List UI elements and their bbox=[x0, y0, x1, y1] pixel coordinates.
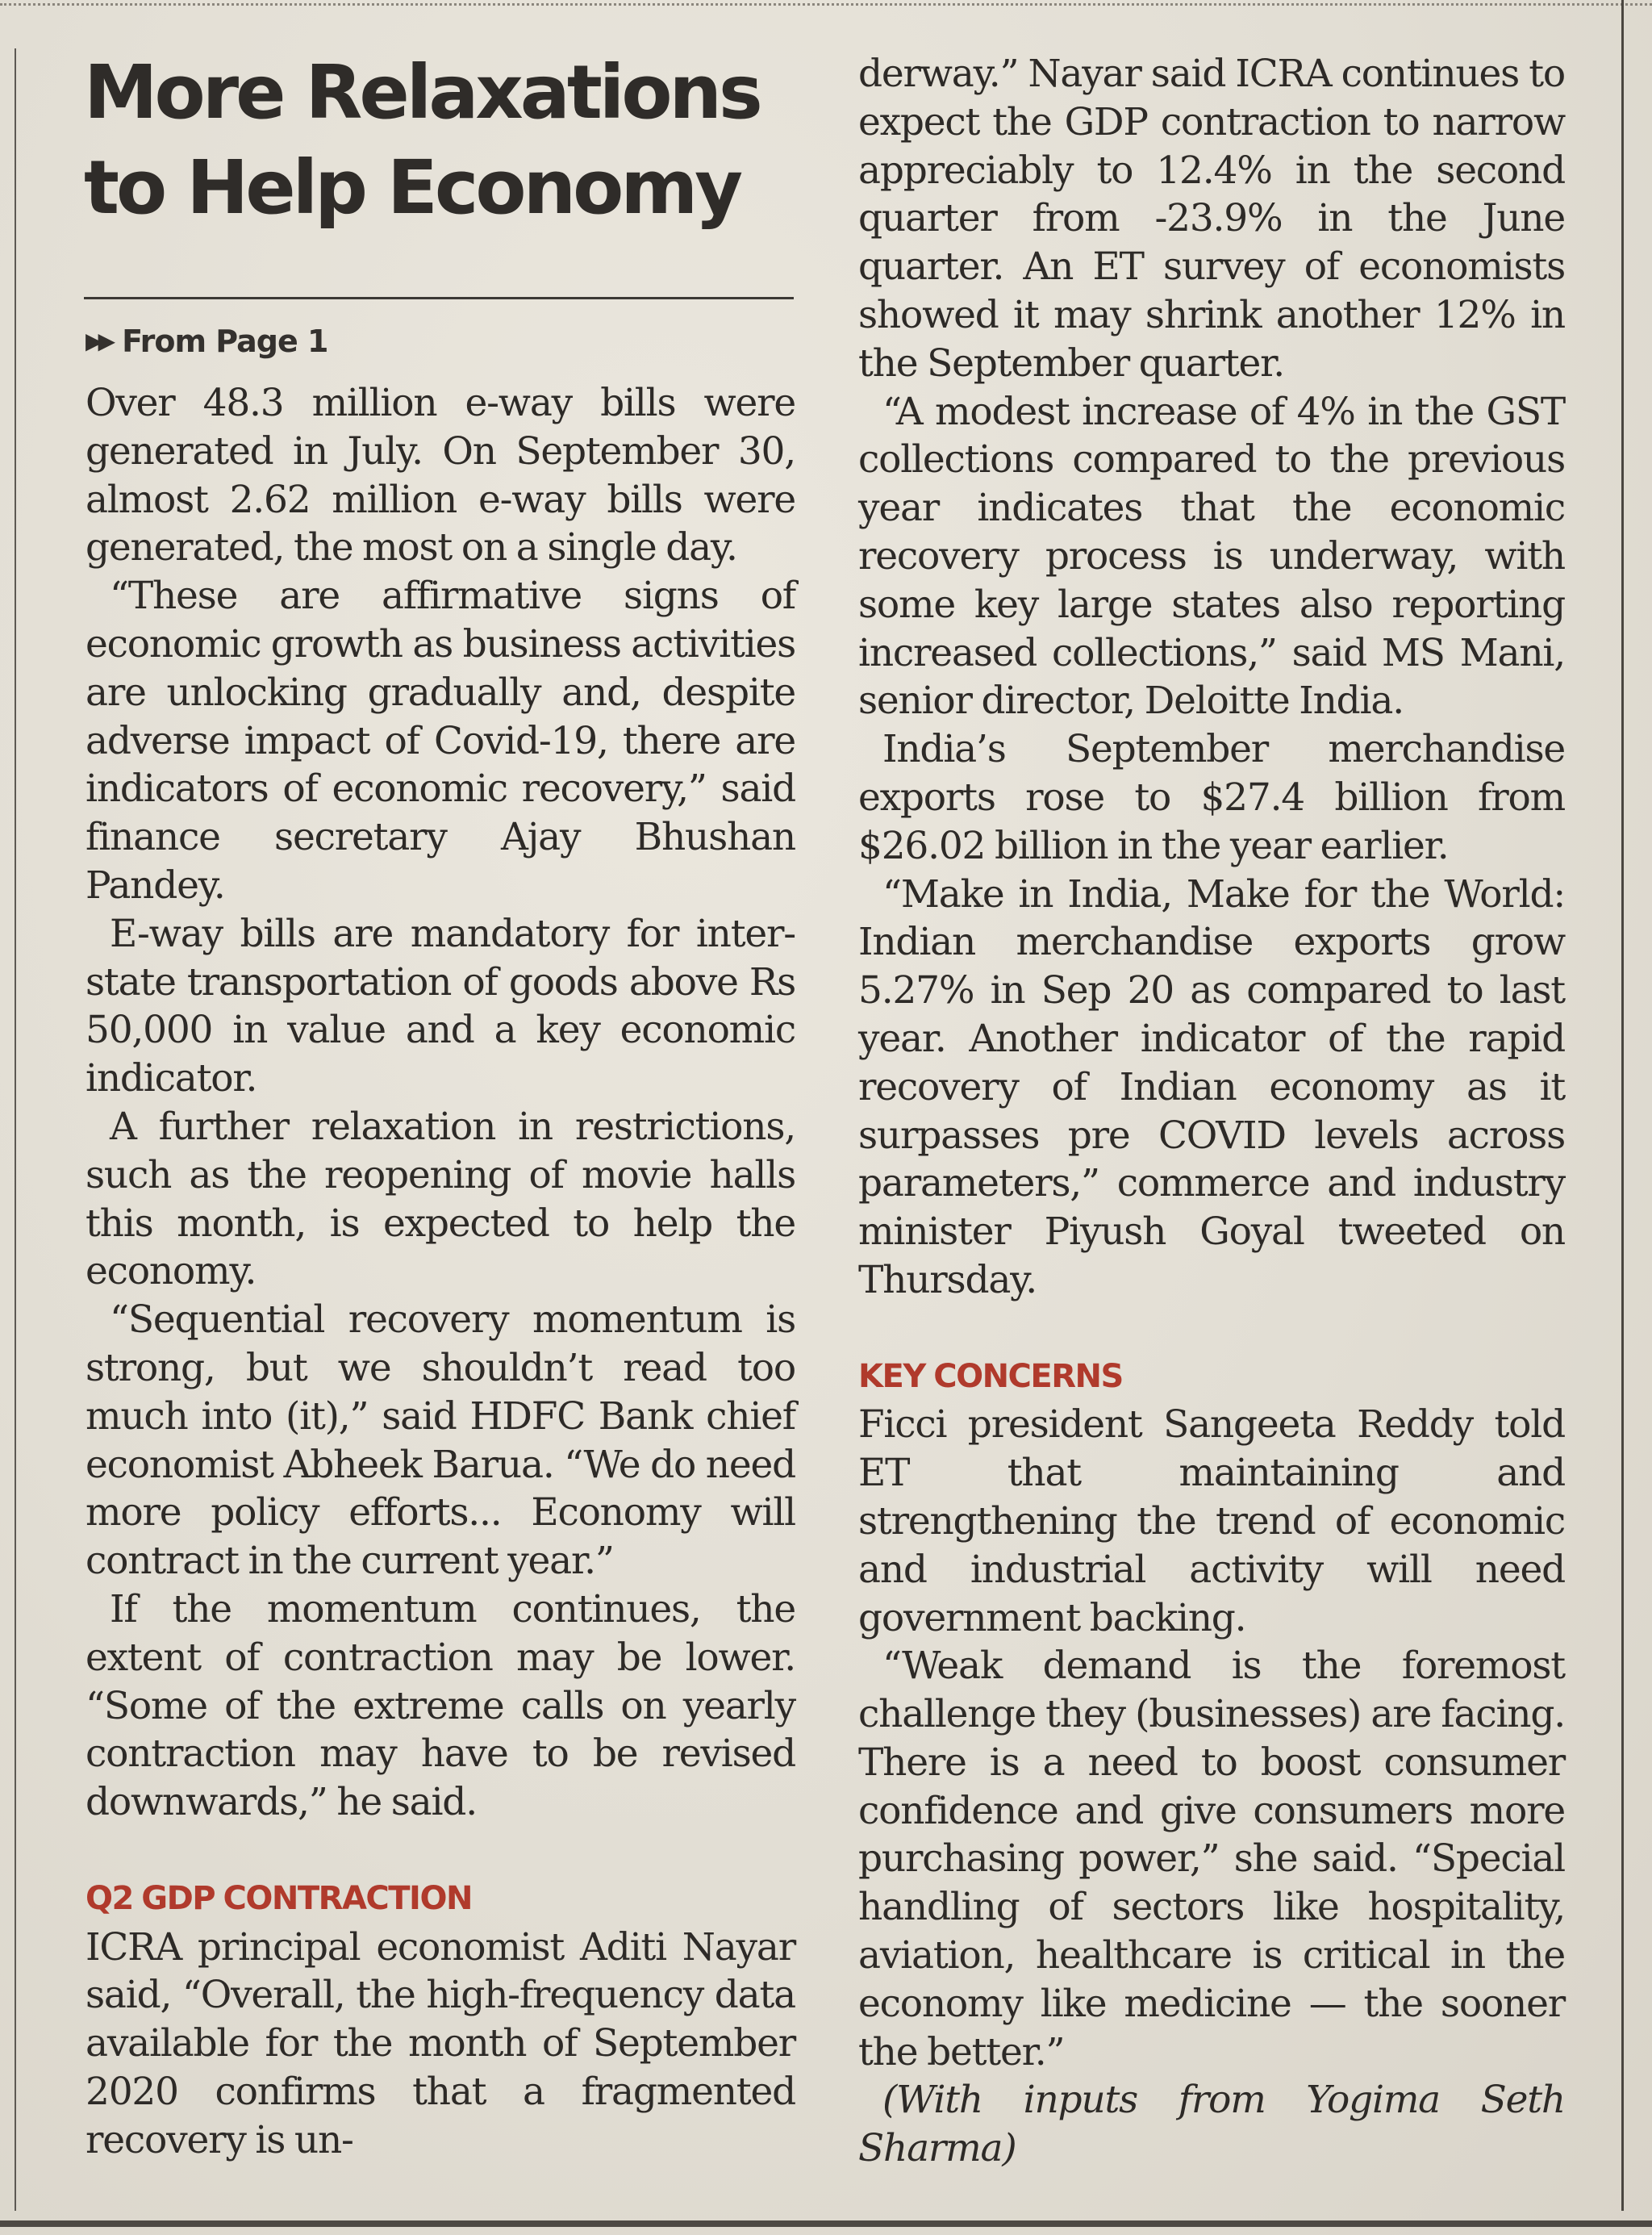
article-column-1 bbox=[86, 379, 795, 2164]
paragraph: “These are affirmative signs of economic growth as business activities are unlocking gradually and, despite adverse impact of Covid-19, there are indicators of economic recovery,” said finance secretary Ajay Bhushan Pandey. bbox=[86, 574, 795, 908]
double-arrow-icon: ▶▶ bbox=[86, 328, 111, 354]
paragraph: Ficci president Sangeeta Reddy told ET that maintaining and strengthening the trend of economic and industrial activity will need government backing. bbox=[858, 1402, 1565, 1640]
byline-credit: (With inputs from Yogima Seth Sharma) bbox=[858, 2078, 1565, 2171]
bottom-rule bbox=[0, 2220, 1652, 2227]
paragraph: ICRA principal economist Aditi Nayar said, “Overall, the high-frequency data available for the month of September 2020 confirms that a fragmented recovery is un- bbox=[86, 1924, 795, 2162]
continuation-label: From Page 1 bbox=[122, 324, 328, 359]
paragraph: derway.” Nayar said ICRA continues to expect the GDP contraction to narrow appreciably to 12.4% in the second quarter from -23.9% in the June quarter. An ET survey of economists showed it may shrink another 12% in the September quarter. bbox=[858, 52, 1565, 386]
paragraph: “Sequential recovery momentum is strong, but we shouldn’t read too much into (it),” said HDFC Bank chief economist Abheek Barua. “We do need more policy efforts... Economy will contract in the current year.” bbox=[86, 1297, 795, 1584]
continuation-marker bbox=[86, 321, 327, 361]
section-gap bbox=[858, 1305, 1565, 1353]
left-column-rule bbox=[15, 48, 16, 2211]
headline-line-2: to Help Economy bbox=[84, 144, 740, 231]
top-dotted-border bbox=[0, 3, 1652, 6]
right-column-rule bbox=[1621, 0, 1624, 2211]
section-gap bbox=[86, 1827, 795, 1875]
headline-divider bbox=[84, 297, 794, 299]
headline-line-1: More Relaxations bbox=[84, 49, 760, 136]
paragraph: “A modest increase of 4% in the GST collections compared to the previous year indicates that the economic recovery process is underway, with some key large states also reporting increased collections,” said MS Mani, senior director, Deloitte India. bbox=[858, 389, 1565, 724]
paragraph: Over 48.3 million e-way bills were generated in July. On September 30, almost 2.62 million e-way bills were generated, the most on a single day. bbox=[86, 381, 795, 570]
subhead-key-concerns: KEY CONCERNS bbox=[858, 1357, 1123, 1395]
headline bbox=[84, 45, 794, 236]
paragraph: If the momentum continues, the extent of contraction may be lower. “Some of the extreme calls on yearly contraction may have to be revised downwards,” he said. bbox=[86, 1586, 795, 1825]
subhead-q2-gdp: Q2 GDP CONTRACTION bbox=[86, 1879, 472, 1917]
paragraph: E-way bills are mandatory for inter-state transportation of goods above Rs 50,000 in value and a key economic indicator. bbox=[86, 911, 795, 1101]
paragraph: A further relaxation in restrictions, such as the reopening of movie halls this month, is expected to help the economy. bbox=[86, 1104, 795, 1294]
paragraph: India’s September merchandise exports rose to $27.4 billion from $26.02 billion in the year earlier. bbox=[858, 727, 1565, 868]
paragraph: “Make in India, Make for the World: Indian merchandise exports grow 5.27% in Sep 20 as compared to last year. Another indicator of the rapid recovery of Indian economy as it surpasses pre COVID levels across parameters,” commerce and industry minister Piyush Goyal tweeted on Thursday. bbox=[858, 871, 1565, 1302]
paragraph: “Weak demand is the foremost challenge they (businesses) are facing. There is a need to boost consumer confidence and give consumers more purchasing power,” she said. “Special handling of sectors like hospitality, aviation, healthcare is critical in the economy like medicine — the sooner the better.” bbox=[858, 1644, 1565, 2074]
article-column-2 bbox=[858, 50, 1565, 2173]
